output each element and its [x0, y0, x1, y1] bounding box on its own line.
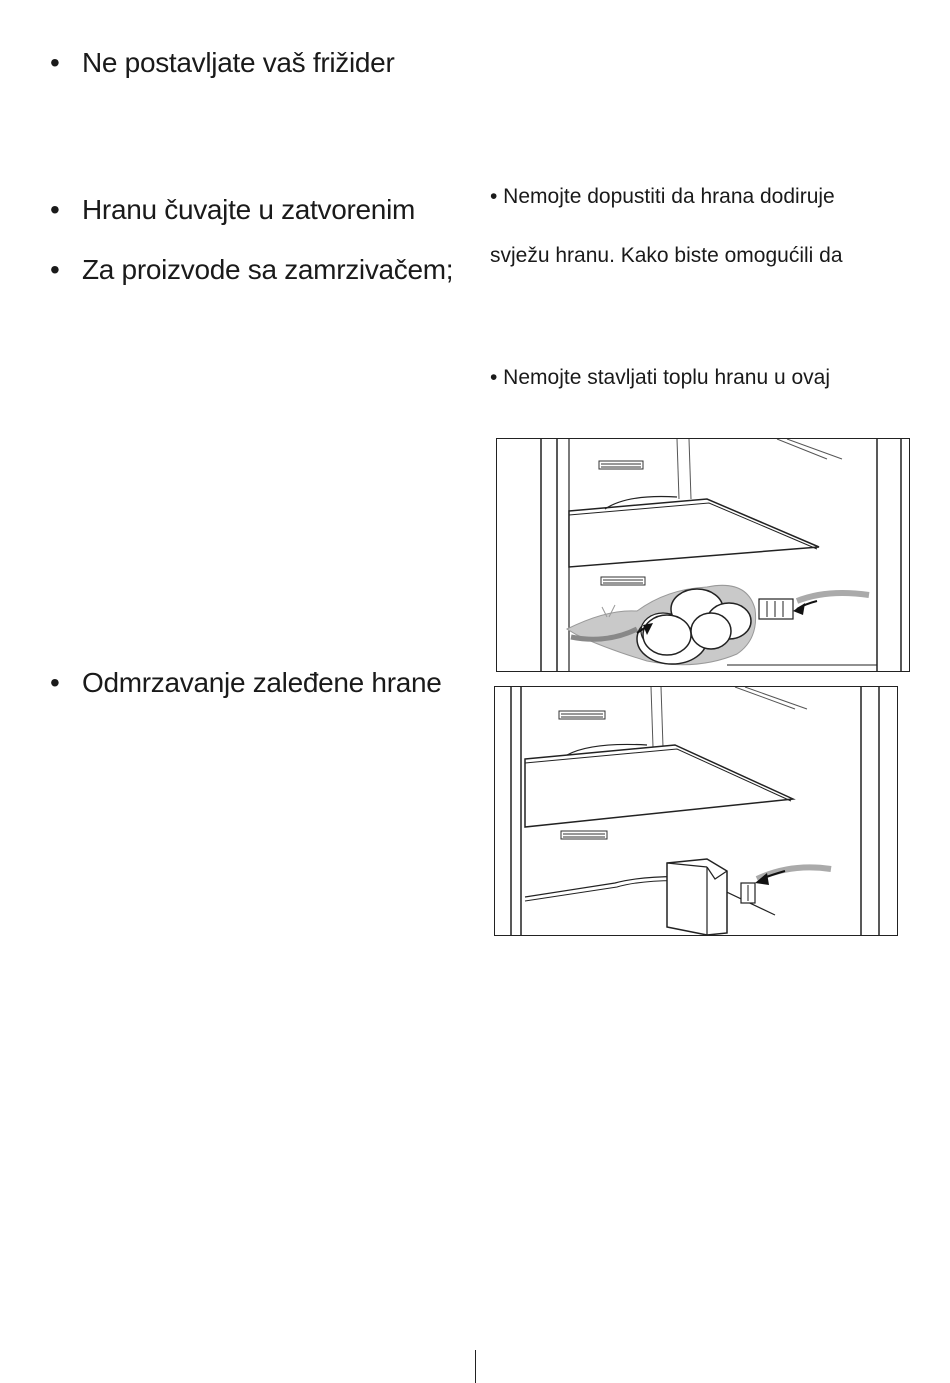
right-text-line-1: • Nemojte dopustiti da hrana dodiruje: [490, 185, 835, 208]
right-text-line-2: svježu hranu. Kako biste omogućili da: [490, 244, 843, 267]
bullet-item-defrosting: [50, 667, 442, 699]
fridge-shelf-food-touching-vent-illustration: [497, 439, 909, 671]
right-text-line-3: • Nemojte stavljati toplu hranu u ovaj: [490, 366, 831, 389]
bullet-icon: •: [50, 194, 60, 225]
bullet-item-closed-containers: [50, 194, 415, 226]
bullet-text: Za proizvode sa zamrzivačem;: [82, 254, 454, 285]
fridge-shelf-box-touching-vent-illustration: [495, 687, 897, 935]
bullet-icon: •: [50, 667, 60, 698]
fridge-box-figure: [494, 686, 898, 936]
bullet-text: Odmrzavanje zaleđene hrane: [82, 667, 442, 698]
bullet-icon: •: [50, 254, 60, 285]
bullet-text: Ne postavljate vaš frižider: [82, 47, 395, 78]
bullet-icon: •: [50, 47, 60, 78]
page-center-divider: [475, 1350, 476, 1383]
bullet-text: Hranu čuvajte u zatvorenim: [82, 194, 416, 225]
bullet-item-freezer-products: [50, 254, 453, 286]
fridge-food-figure: [496, 438, 910, 672]
bullet-item-placement: [50, 47, 394, 79]
